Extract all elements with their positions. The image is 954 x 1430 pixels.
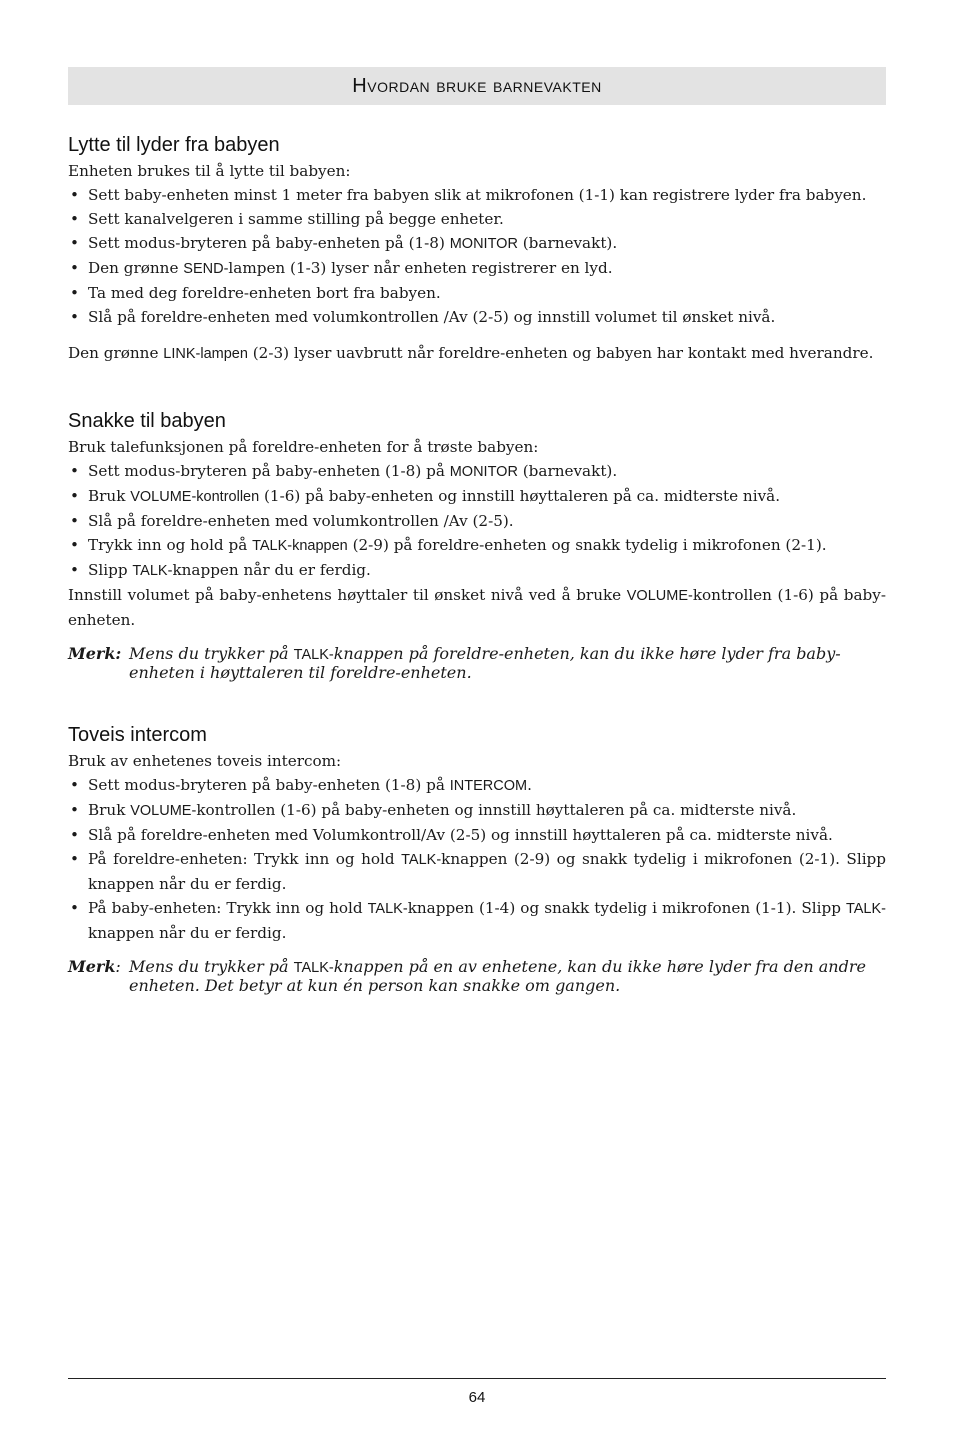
section-intro: Enheten brukes til å lytte til babyen: <box>68 162 351 180</box>
list-item: • Slå på foreldre-enheten med volumkontrollen /Av (2-5). <box>68 509 886 533</box>
section-snakke <box>68 410 886 682</box>
list-item: • Sett modus-bryteren på baby-enheten (1-8) på INTERCOM. <box>68 773 886 798</box>
paragraph: Innstill volumet på baby-enhetens høyttaler til ønsket nivå ved å bruke VOLUME-kontrollen (1-6) på baby-enheten. <box>68 586 886 629</box>
bullet-list <box>68 773 886 945</box>
bullet-list <box>68 183 886 329</box>
page-number: 64 <box>468 1389 486 1406</box>
note <box>68 957 886 995</box>
chapter-title: Hvordan bruke barnevakten <box>352 74 602 97</box>
list-item: • På baby-enheten: Trykk inn og hold TALK-knappen (1-4) og snakk tydelig i mikrofonen (1-1). Slipp TALK-knappen når du er ferdig. <box>68 896 886 945</box>
paragraph: Den grønne LINK-lampen (2-3) lyser uavbrutt når foreldre-enheten og babyen har kontakt med hverandre. <box>68 344 874 362</box>
list-item: • Slå på foreldre-enheten med volumkontrollen /Av (2-5) og innstill volumet til ønsket nivå. <box>68 305 886 329</box>
list-item: • Sett modus-bryteren på baby-enheten på (1-8) MONITOR (barnevakt). <box>68 231 886 256</box>
note-text: Mens du trykker på TALK-knappen på foreldre-enheten, kan du ikke høre lyder fra baby-enheten i høyttaleren til foreldre-enheten. <box>129 644 841 682</box>
footer-divider <box>68 1378 886 1379</box>
document-page <box>68 67 886 995</box>
list-item: • Ta med deg foreldre-enheten bort fra babyen. <box>68 281 886 305</box>
section-heading: Lytte til lyder fra babyen <box>68 134 280 156</box>
section-heading: Snakke til babyen <box>68 410 226 432</box>
list-item: • Den grønne SEND-lampen (1-3) lyser når enheten registrerer en lyd. <box>68 256 886 281</box>
list-item: • Slipp TALK-knappen når du er ferdig. <box>68 558 886 583</box>
list-item: • Sett kanalvelgeren i samme stilling på begge enheter. <box>68 207 886 231</box>
chapter-banner <box>68 67 886 105</box>
section-intercom <box>68 724 886 995</box>
section-intro: Bruk talefunksjonen på foreldre-enheten for å trøste babyen: <box>68 438 539 456</box>
list-item: • Bruk VOLUME-kontrollen (1-6) på baby-enheten og innstill høyttaleren på ca. midterste nivå. <box>68 484 886 509</box>
bullet-list <box>68 459 886 583</box>
section-heading: Toveis intercom <box>68 724 207 746</box>
note <box>68 644 886 682</box>
note-label: Merk: <box>68 957 121 976</box>
section-intro: Bruk av enhetenes toveis intercom: <box>68 752 342 770</box>
list-item: • På foreldre-enheten: Trykk inn og hold TALK-knappen (2-9) og snakk tydelig i mikrofonen (2-1). Slipp knappen når du er ferdig. <box>68 847 886 896</box>
note-label: Merk: <box>68 644 122 663</box>
list-item: • Sett modus-bryteren på baby-enheten (1-8) på MONITOR (barnevakt). <box>68 459 886 484</box>
list-item: • Trykk inn og hold på TALK-knappen (2-9) på foreldre-enheten og snakk tydelig i mikrofonen (2-1). <box>68 533 886 558</box>
list-item: • Bruk VOLUME-kontrollen (1-6) på baby-enheten og innstill høyttaleren på ca. midterste nivå. <box>68 798 886 823</box>
note-text: Mens du trykker på TALK-knappen på en av enhetene, kan du ikke høre lyder fra den andre enheten. Det betyr at kun én person kan snakke om gangen. <box>129 957 866 995</box>
list-item: • Sett baby-enheten minst 1 meter fra babyen slik at mikrofonen (1-1) kan registrere lyder fra babyen. <box>68 183 886 207</box>
section-lytte <box>68 134 886 366</box>
list-item: • Slå på foreldre-enheten med Volumkontroll/Av (2-5) og innstill høyttaleren på ca. midterste nivå. <box>68 823 886 847</box>
